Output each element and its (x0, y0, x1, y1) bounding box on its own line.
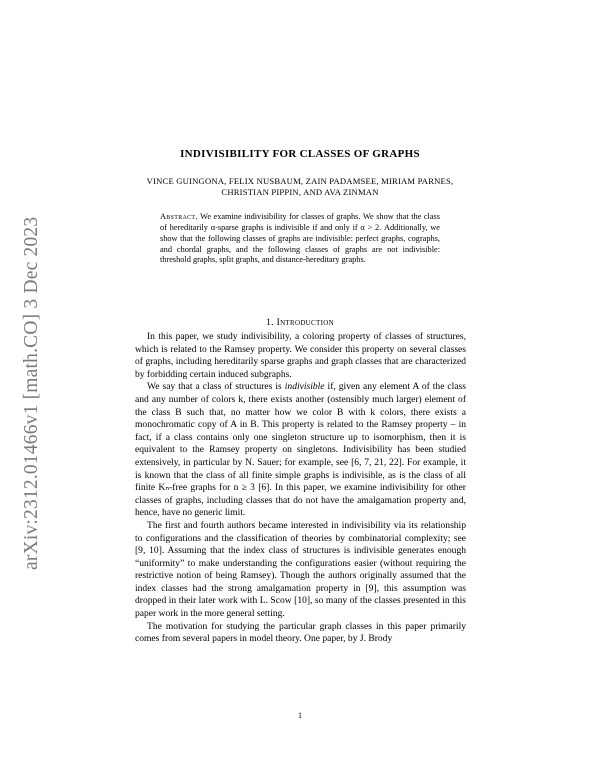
page-number: 1 (298, 711, 302, 720)
author-list (120, 176, 480, 198)
section-heading-introduction: 1. Introduction (266, 317, 334, 328)
paragraph-2 (135, 381, 466, 520)
paragraph-2-rest: if, given any element A of the class and any number of colors k, there exists another (ostensibly much larger) element of the class B such that, no matter how we color B with k colors, there exists a monochromatic copy of A in B. This property is related to the Ramsey property – in fact, if a class contains only one singleton structure up to isomorphism, then it is equivalent to the Ramsey property on singletons. Indivisibility has been studied extensively, in particular by N. Sauer; for example, see [6, 7, 21, 22]. For example, it is known that the class of all finite simple graphs is indivisible, as is the class of all finite Kₙ-free graphs for n ≥ 3 [6]. In this paper, we examine indivisibility for other classes of graphs, including classes that do not have the amalgamation property and, hence, have no generic limit. (135, 381, 466, 519)
emphasis-indivisible: indivisible (284, 381, 325, 393)
paragraph-3: The first and fourth authors became interested in indivisibility via its relationship to configurations and the classification of theories by combinatorial complexity; see [9, 10]. Assuming that the index class of structures is indivisible generates enough “uniformity” to make understanding the configurations easier (without requiring the restrictive notion of being Ramsey). Though the authors originally assumed that the index classes had the strong amalgamation property in [9], this assumption was dropped in their later work with L. Scow [10], so many of the classes presented in this paper work in the more general setting. (135, 519, 466, 620)
body-text (135, 331, 466, 646)
abstract-text: We examine indivisibility for classes of graphs. We show that the class of hereditarily α-sparse graphs is indivisible if and only if α > 2. Additionally, we show that the following classes of graphs are indivisible: perfect graphs, cographs, and chordal graphs, and the following classes of graphs are not indivisible: threshold graphs, split graphs, and distance-hereditary graphs. (160, 212, 440, 265)
authors-line-2: CHRISTIAN PIPPIN, AND AVA ZINMAN (221, 187, 379, 197)
paper-title: INDIVISIBILITY FOR CLASSES OF GRAPHS (180, 148, 420, 160)
arxiv-identifier: arXiv:2312.01466v1 [math.CO] 3 Dec 2023 (21, 216, 42, 570)
paragraph-4: The motivation for studying the particular graph classes in this paper primarily comes from several papers in model theory. One paper, by J. Brody (135, 620, 466, 645)
abstract (160, 212, 440, 266)
abstract-label: Abstract. (160, 212, 198, 221)
paragraph-2-start: We say that a class of structures is (147, 381, 285, 393)
paragraph-1: In this paper, we study indivisibility, a coloring property of classes of structures, which is related to the Ramsey property. We consider this property on several classes of graphs, including hereditarily sparse graphs and graph classes that are characterized by forbidding certain induced subgraphs. (135, 331, 466, 380)
authors-line-1: VINCE GUINGONA, FELIX NUSBAUM, ZAIN PADAMSEE, MIRIAM PARNES, (146, 176, 454, 186)
